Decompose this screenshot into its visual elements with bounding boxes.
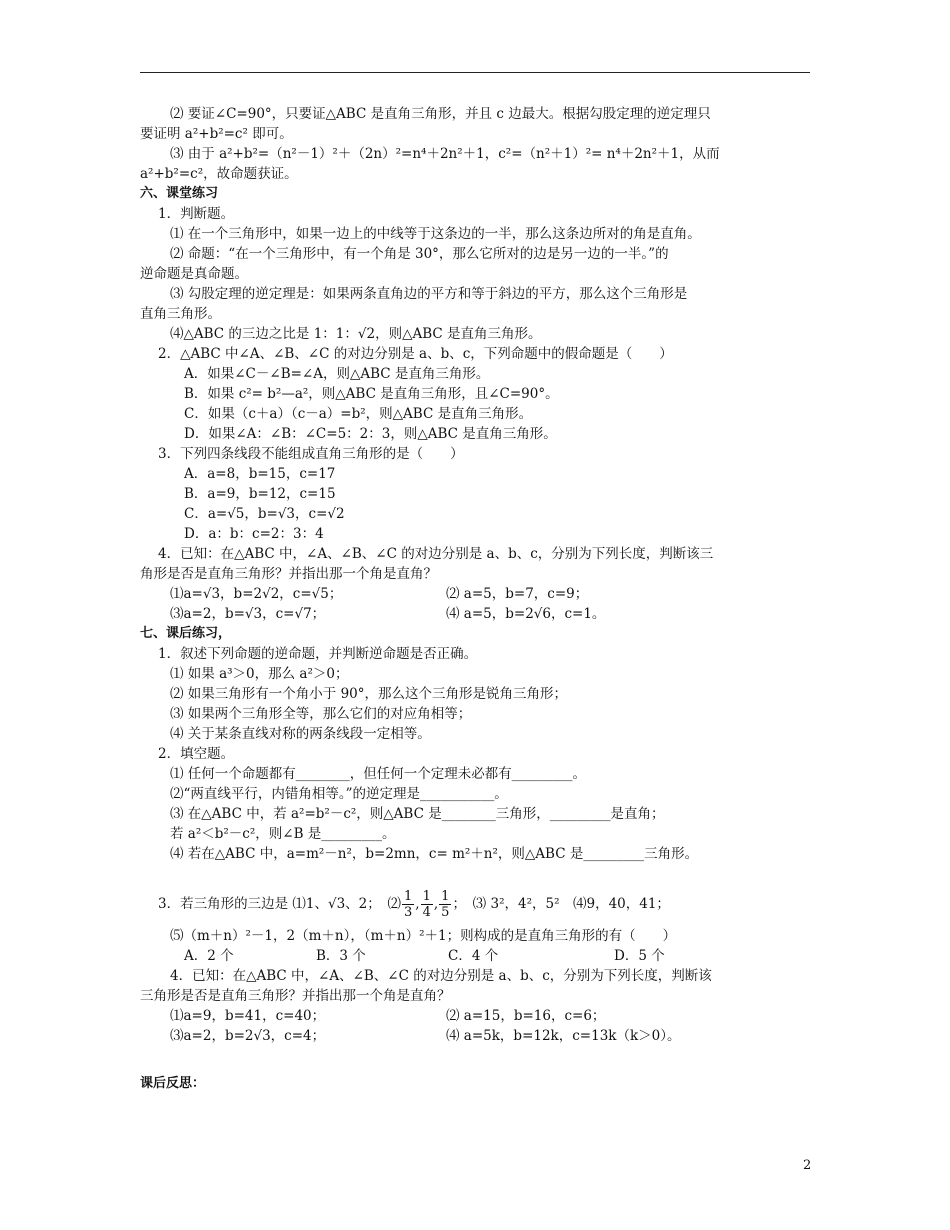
- text-line: ⑷ 若在△ABC 中，a=m²－n²，b=2mn，c= m²＋n²，则△ABC 是_________三角形。: [170, 846, 699, 862]
- text-line: ⑵ 命题：“在一个三角形中，有一个角是 30°，那么它所对的边是另一边的一半。”的: [170, 246, 669, 262]
- text-line: ⑵ 要证∠C=90°，只要证△ABC 是直角三角形，并且 c 边最大。根据勾股定理的逆定理只: [170, 106, 711, 122]
- text-line: 若 a²＜b²－c²，则∠B 是_________。: [170, 826, 396, 842]
- answer-item: ⑷ a=5，b=2√6，c=1。: [446, 606, 606, 622]
- question-title: 1．判断题。: [158, 206, 235, 222]
- fraction-denominator: 5: [441, 904, 450, 920]
- option-item: D．5 个: [614, 948, 665, 964]
- fraction-denominator: 3: [404, 904, 413, 920]
- fraction-group: [401, 889, 452, 920]
- fraction-denominator: 4: [422, 904, 431, 920]
- answer-item: ⑷ a=5k，b=12k，c=13k（k＞0）。: [446, 1028, 681, 1044]
- section-heading: 六、课堂练习: [140, 186, 219, 201]
- text-line: ⑴ 任何一个命题都有________，但任何一个定理未必都有_________。: [170, 766, 587, 782]
- fraction-numerator: 1: [422, 888, 431, 904]
- option-item: B．3 个: [316, 948, 366, 964]
- section-heading: 七、课后练习，: [140, 626, 232, 641]
- text-line: ⑶ 如果两个三角形全等，那么它们的对应角相等；: [170, 706, 472, 722]
- option-item: C．4 个: [448, 948, 499, 964]
- option-line: D．如果∠A：∠B：∠C=5：2：3，则△ABC 是直角三角形。: [184, 426, 557, 442]
- text-line: ⑸（m＋n）²－1，2（m＋n），（m＋n）²＋1；则构成的是直角三角形的有（ ）: [170, 928, 677, 944]
- answer-row: [140, 604, 812, 624]
- question-title: 4．已知：在△ABC 中，∠A、∠B、∠C 的对边分别是 a、b、c，分别为下列长度，判断该: [170, 968, 712, 984]
- text-line: ⑶ 由于 a²+b²=（n²－1）²＋（2n）²=n⁴＋2n²＋1，c²=（n²＋1）²= n⁴＋2n²＋1，从而: [170, 146, 720, 162]
- options-row: [140, 946, 812, 966]
- reflection-heading: 课后反思：: [140, 1076, 206, 1091]
- option-line: D．a：b：c=2：3：4: [184, 526, 324, 542]
- fraction-numerator: 1: [404, 888, 413, 904]
- text-line: 逆命题是真命题。: [140, 266, 248, 282]
- fraction: [421, 889, 433, 920]
- text-line: ⑵“两直线平行，内错角相等。”的逆定理是___________。: [170, 786, 508, 802]
- text-line: ⑷ 关于某条直线对称的两条线段一定相等。: [170, 726, 431, 742]
- fraction: [439, 889, 451, 920]
- text-line: a²+b²=c²，故命题获证。: [140, 166, 298, 182]
- fraction-numerator: 1: [441, 888, 450, 904]
- text-line: 直角三角形。: [140, 306, 221, 322]
- answer-item: ⑴a=√3，b=2√2，c=√5；: [170, 586, 343, 602]
- text-line: ⑶ 在△ABC 中，若 a²=b²－c²，则△ABC 是________三角形，_________是直角；: [170, 806, 665, 822]
- text-line: ⑴ 如果 a³＞0，那么 a²＞0；: [170, 666, 349, 682]
- question-title: 2．△ABC 中∠A、∠B、∠C 的对边分别是 a、b、c，下列命题中的假命题是（ ）: [158, 346, 673, 362]
- question-title: 3．下列四条线段不能组成直角三角形的是（ ）: [158, 446, 464, 462]
- text-line: 三角形是否是直角三角形？并指出那一个角是直角？: [140, 988, 451, 1004]
- answer-row: [140, 1006, 812, 1026]
- text-line: 要证明 a²+b²=c² 即可。: [140, 126, 293, 142]
- question-title: 4．已知：在△ABC 中，∠A、∠B、∠C 的对边分别是 a、b、c，分别为下列长度，判断该三: [158, 546, 714, 562]
- document-body: [140, 104, 812, 1046]
- fraction-separator: ,: [433, 896, 439, 912]
- option-line: C．a=√5，b=√3，c=√2: [184, 506, 345, 522]
- answer-item: ⑵ a=5，b=7，c=9；: [446, 586, 589, 602]
- question-3-line: [140, 886, 812, 922]
- option-line: B．a=9，b=12，c=15: [184, 486, 336, 502]
- question-title: 1．叙述下列命题的逆命题，并判断逆命题是否正确。: [158, 646, 478, 662]
- option-item: A．2 个: [184, 948, 234, 964]
- answer-item: ⑶a=2，b=√3，c=√7；: [170, 606, 326, 622]
- page-number: 2: [803, 1158, 812, 1173]
- answer-row: [140, 584, 812, 604]
- option-line: B．如果 c²= b²—a²，则△ABC 是直角三角形，且∠C=90°。: [184, 386, 559, 402]
- answer-row: [140, 1026, 812, 1046]
- text-line: ⑷△ABC 的三边之比是 1：1：√2，则△ABC 是直角三角形。: [170, 326, 542, 342]
- option-line: A．a=8，b=15，c=17: [184, 466, 336, 482]
- option-line: A．如果∠C－∠B=∠A，则△ABC 是直角三角形。: [184, 366, 490, 382]
- fraction: [402, 889, 414, 920]
- header-rule: [140, 72, 810, 73]
- answer-item: ⑴a=9，b=41，c=40；: [170, 1008, 326, 1024]
- text-segment: ； ⑶ 3²，4²，5² ⑷9，40，41；: [452, 896, 670, 912]
- text-line: 角形是否是直角三角形？并指出那一个角是直角？: [140, 566, 437, 582]
- option-line: C．如果（c＋a）（c－a）=b²，则△ABC 是直角三角形。: [184, 406, 533, 422]
- text-line: ⑴ 在一个三角形中，如果一边上的中线等于这条边的一半，那么这条边所对的角是直角。: [170, 226, 701, 242]
- question-title: 2．填空题。: [158, 746, 235, 762]
- text-segment: 3．若三角形的三边是 ⑴1、√3、2； ⑵: [158, 896, 401, 912]
- text-line: ⑶ 勾股定理的逆定理是：如果两条直角边的平方和等于斜边的平方，那么这个三角形是: [170, 286, 688, 302]
- text-line: ⑵ 如果三角形有一个角小于 90°，那么这个三角形是锐角三角形；: [170, 686, 568, 702]
- fraction-separator: ,: [415, 896, 420, 912]
- answer-item: ⑵ a=15，b=16，c=6；: [446, 1008, 606, 1024]
- answer-item: ⑶a=2，b=2√3，c=4；: [170, 1028, 326, 1044]
